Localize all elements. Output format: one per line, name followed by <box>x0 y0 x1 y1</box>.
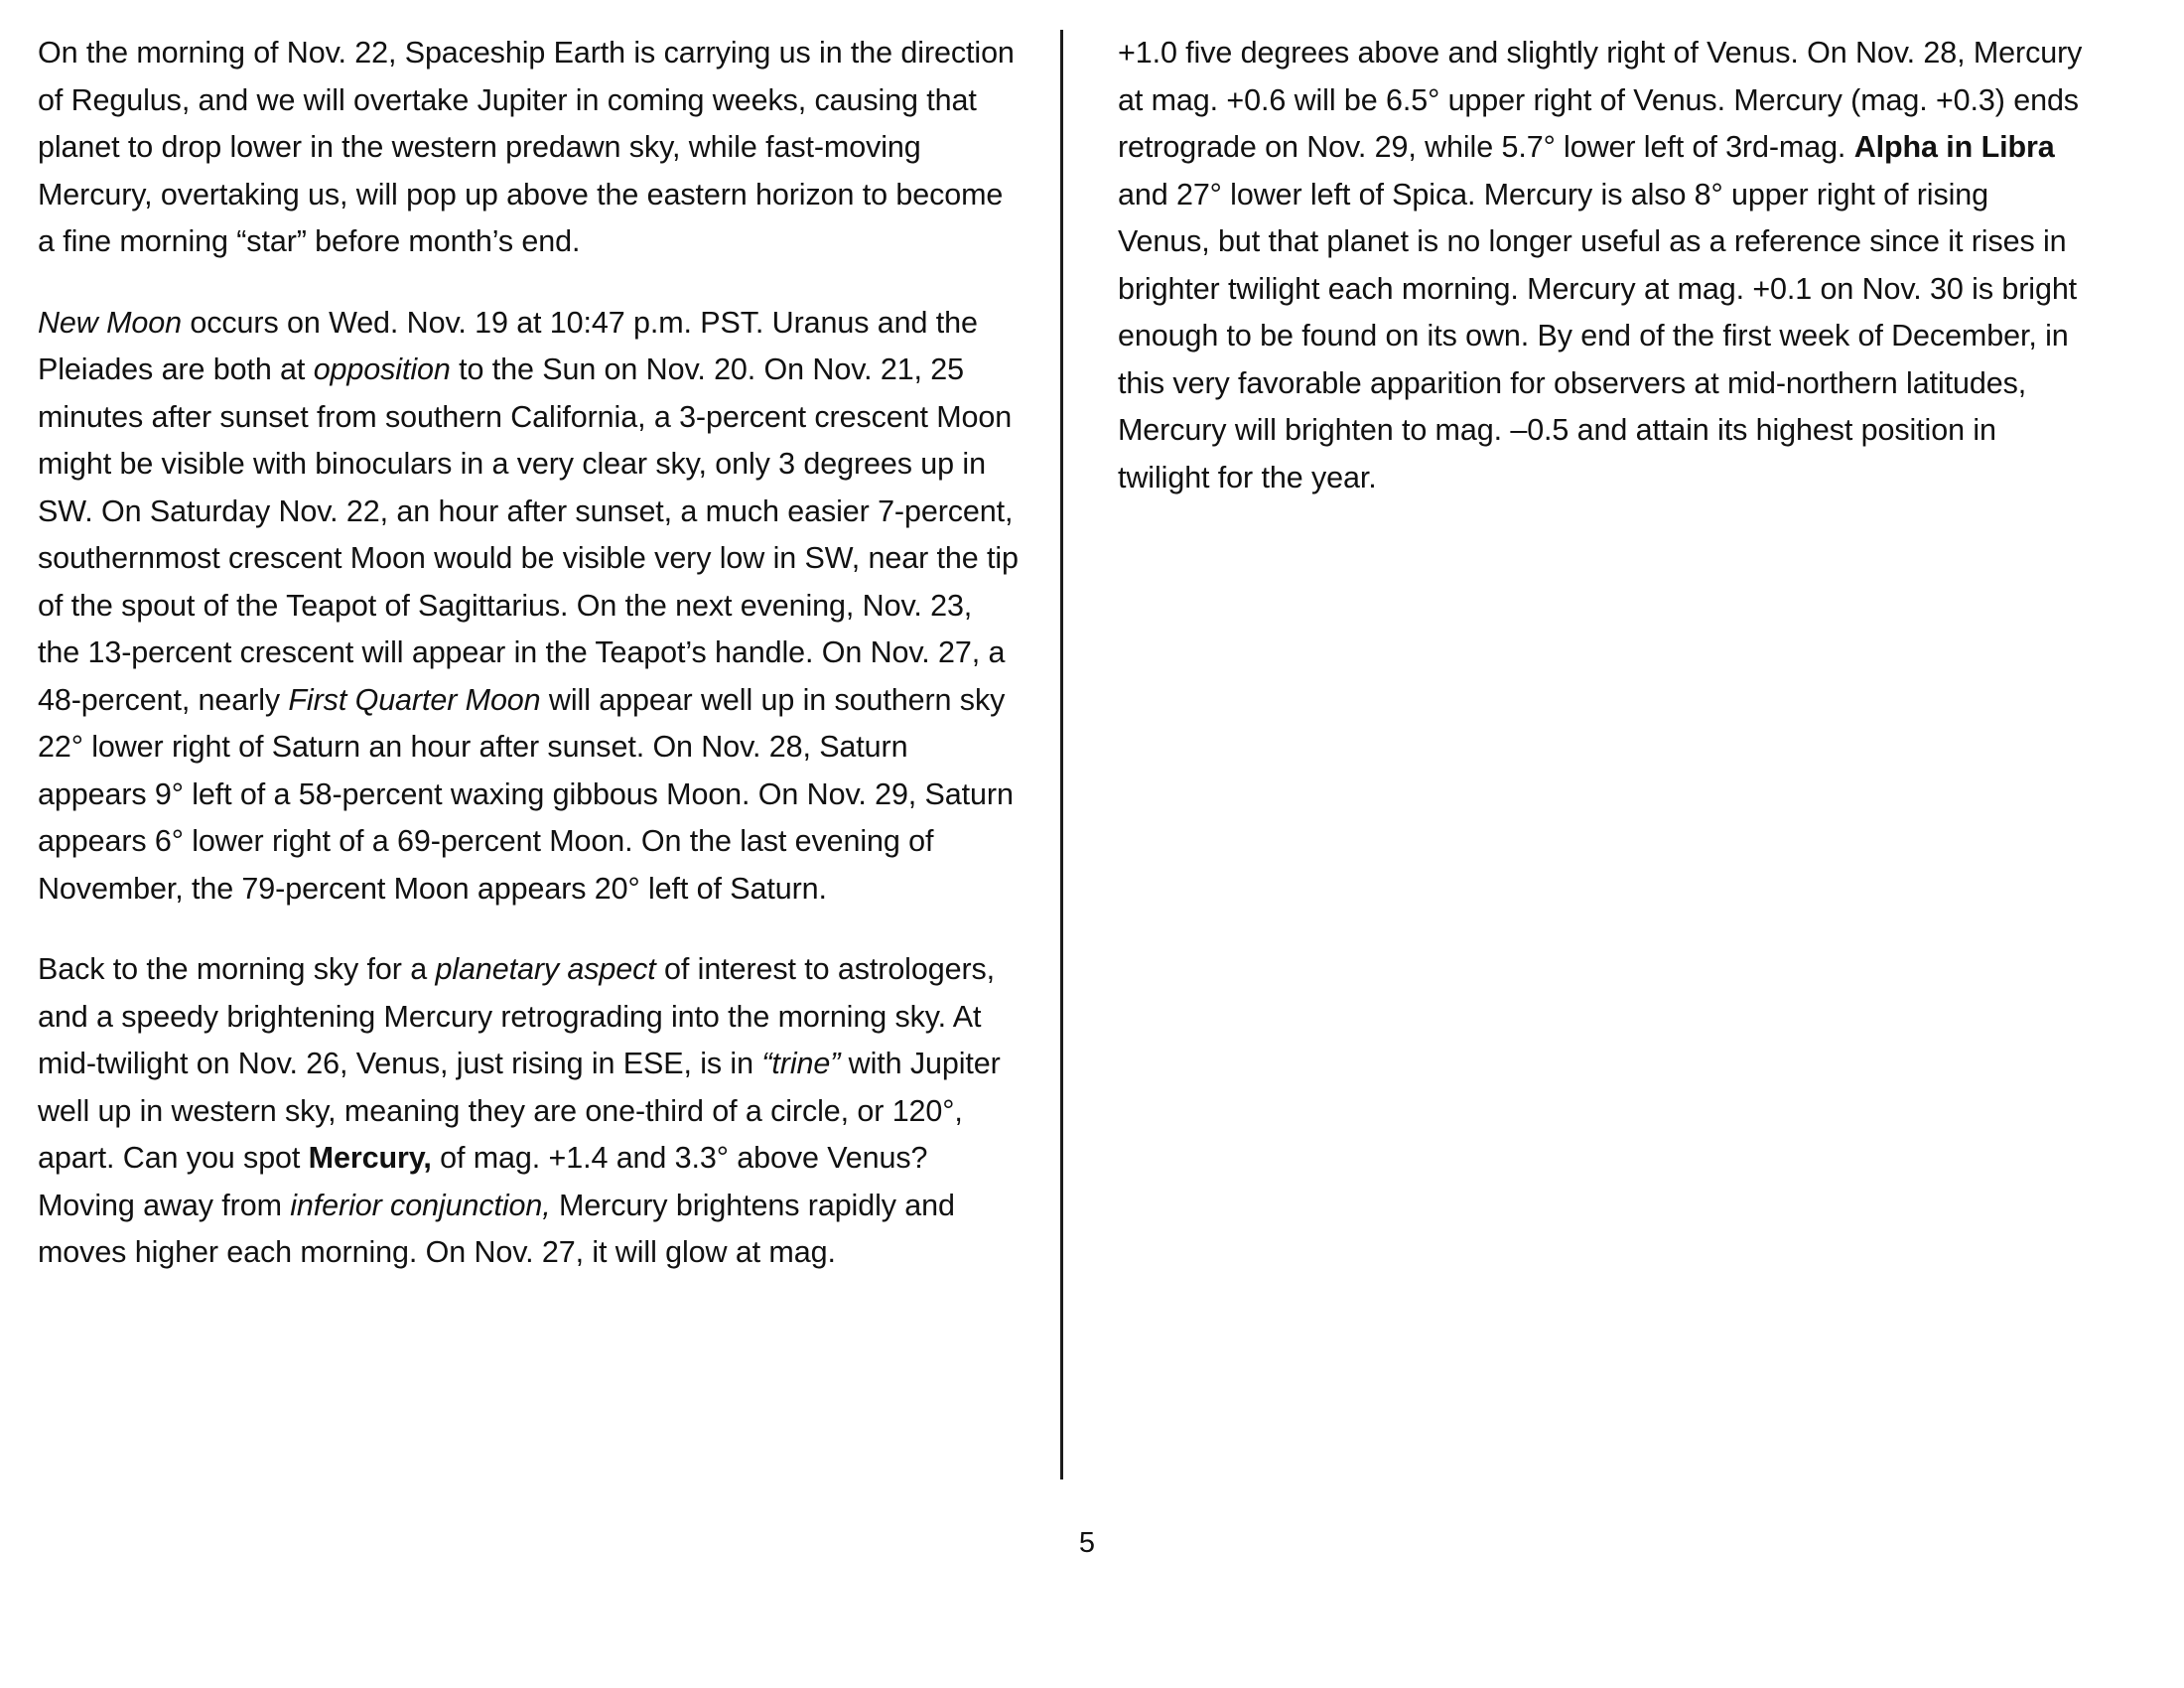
two-column-body <box>38 30 2142 1489</box>
text-run: planetary aspect <box>435 952 656 986</box>
paragraph <box>38 946 1021 1277</box>
text-run: to the Sun on Nov. 20. On Nov. 21, 25 minutes after sunset from southern California, a 3-percent crescent Moon might be visible with binoculars in a very clear sky, only 3 degrees up in SW. On Saturday Nov. 22, an hour after sunset, a much easier 7-percent, southernmost crescent Moon would be visible very low in SW, near the tip of the spout of the Teapot of Sagittarius. On the next evening, Nov. 23, the 13-percent crescent will appear in the Teapot’s handle. On Nov. 27, a 48-percent, nearly <box>38 352 1019 717</box>
text-run: with Jupiter well up in western sky, meaning they are one-third of a circle, or 120°, apart. Can you spot <box>38 1047 1001 1175</box>
text-run: inferior conjunction, <box>290 1188 551 1222</box>
page-number <box>0 1527 2184 1560</box>
text-run: Mercury brightens rapidly and moves higher each morning. On Nov. 27, it will glow at mag. <box>38 1188 955 1269</box>
paragraph <box>1118 30 2086 501</box>
text-run: On the morning of Nov. 22, Spaceship Earth is carrying us in the direction of Regulus, and we will overtake Jupiter in coming weeks, causing that planet to drop lower in the western predawn sky, while fast-moving Mercury, overtaking us, will pop up above the eastern horizon to become a fine morning “star” before month’s end. <box>38 36 1015 258</box>
paragraph <box>38 30 1021 266</box>
text-run: opposition <box>313 352 451 386</box>
text-run: “trine” <box>761 1047 841 1080</box>
text-run: occurs on Wed. Nov. 19 at 10:47 p.m. PST. Uranus and the Pleiades are both at <box>38 305 978 386</box>
page-number-value: 5 <box>1078 1527 1096 1559</box>
text-run: Back to the morning sky for a <box>38 952 436 986</box>
text-run: Mercury, <box>308 1141 432 1175</box>
text-run: will appear well up in southern sky 22° lower right of Saturn an hour after sunset. On Nov. 28, Saturn appears 9° left of a 58-percent waxing gibbous Moon. On Nov. 29, Saturn appears 6° lower right of a 69-percent Moon. On the last evening of November, the 79-percent Moon appears 20° left of Saturn. <box>38 682 1014 906</box>
text-run: and 27° lower left of Spica. Mercury is also 8° upper right of rising Venus, but that planet is no longer useful as a reference since it rises in brighter twilight each morning. Mercury at mag. +0.1 on Nov. 30 is bright enough to be found on its own. By end of the first week of December, in this very favorable apparition for observers at mid-northern latitudes, Mercury will brighten to mag. –0.5 and attain its highest position in twilight for the year. <box>1118 177 2078 494</box>
paragraph <box>38 300 1021 914</box>
text-run: of interest to astrologers, and a speedy brightening Mercury retrograding into the morning sky. At mid-twilight on Nov. 26, Venus, just rising in ESE, is in <box>38 952 996 1080</box>
text-run: First Quarter Moon <box>288 682 541 717</box>
text-run: +1.0 five degrees above and slightly right of Venus. On Nov. 28, Mercury at mag. +0.6 will be 6.5° upper right of Venus. Mercury (mag. +0.3) ends retrograde on Nov. 29, while 5.7° lower left of 3rd-mag. <box>1118 36 2083 164</box>
text-run: of mag. +1.4 and 3.3° above Venus? Moving away from <box>38 1141 928 1222</box>
right-column <box>1063 30 2086 501</box>
text-run: New Moon <box>38 305 182 340</box>
text-run: Alpha in Libra <box>1853 130 2055 164</box>
left-column <box>38 30 1060 1277</box>
